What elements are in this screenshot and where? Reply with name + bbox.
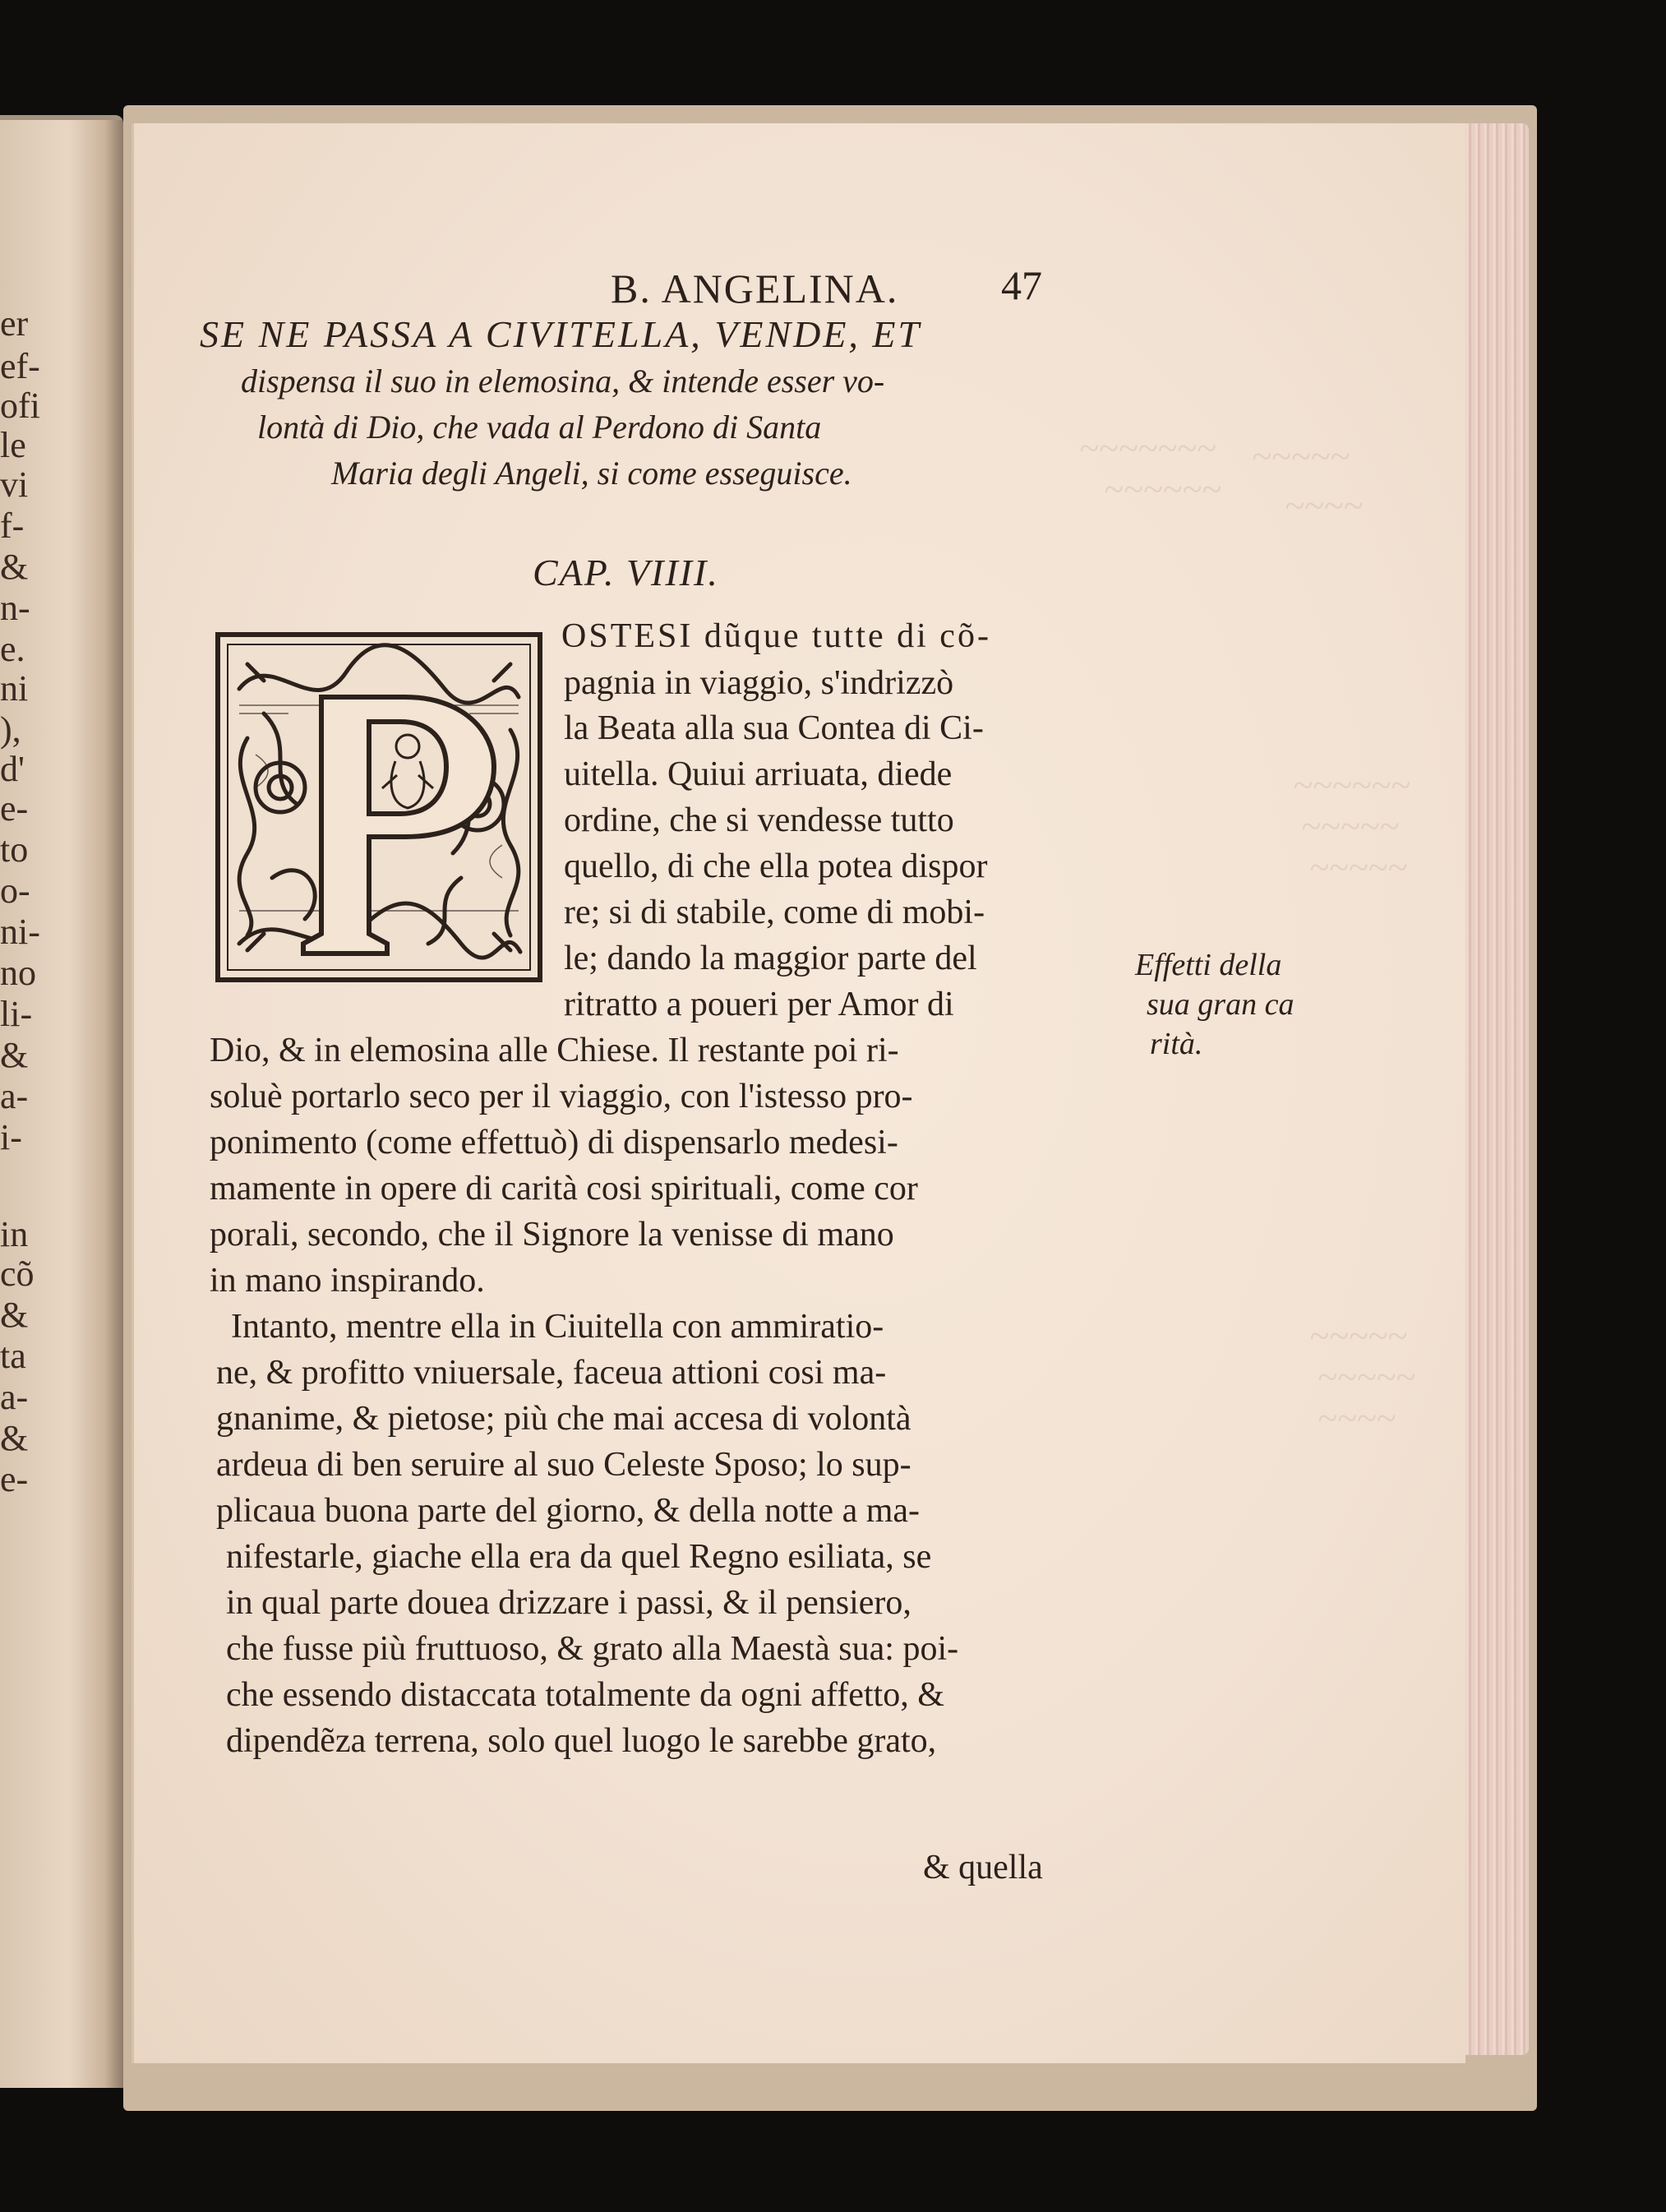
left-page-fragment-line: in: [0, 1214, 29, 1254]
left-page-fragment-line: to: [0, 829, 29, 870]
left-page-fragment-line: &: [0, 1418, 29, 1458]
body-line: re; si di stabile, come di mobi-: [564, 894, 985, 931]
body-line: ritratto a poueri per Amor di: [564, 986, 954, 1023]
left-page-fragment-line: ),: [0, 709, 21, 750]
body-line: uitella. Quiui arriuata, diede: [564, 755, 953, 793]
left-page-fragment-line: er: [0, 303, 29, 344]
chapter-title-line: SE NE PASSA A CIVITELLA, VENDE, ET: [200, 313, 922, 355]
marginal-note-line: Effetti della: [1135, 948, 1282, 982]
left-page-fragment-line: &: [0, 547, 29, 587]
chapter-title-line: Maria degli Angeli, si come esseguisce.: [331, 455, 852, 492]
show-through-texture: ~~~~~: [1309, 847, 1408, 888]
body-line: le; dando la maggior parte del: [564, 940, 977, 977]
left-page-fragment-line: e-: [0, 788, 29, 829]
catchword: & quella: [923, 1849, 1043, 1886]
left-page-fragment-line: d': [0, 749, 25, 789]
woodcut-initial-icon: [215, 631, 543, 983]
show-through-texture: ~~~~~: [1301, 806, 1400, 847]
left-page-fragment-line: a-: [0, 1076, 29, 1116]
show-through-texture: ~~~~~~~: [1079, 428, 1216, 469]
body-line: in mano inspirando.: [210, 1262, 485, 1300]
left-page-fragment-line: i-: [0, 1117, 22, 1157]
left-page-fragment-line: e-: [0, 1459, 29, 1499]
show-through-texture: ~~~~~: [1309, 1316, 1408, 1356]
show-through-texture: ~~~~~: [1252, 436, 1350, 477]
body-line: soluè portarlo seco per il viaggio, con l'istesso pro-: [210, 1078, 913, 1115]
page-edges: [1455, 123, 1529, 2055]
body-first-line: OSTESI dũque tutte di cõ-: [561, 617, 991, 655]
body-line: la Beata alla sua Contea di Ci-: [564, 709, 984, 747]
left-page-fragment-line: vi: [0, 464, 29, 505]
body-line: quello, di che ella potea dispor: [564, 847, 988, 885]
left-page-fragment-line: ofi: [0, 386, 40, 426]
body-line: Dio, & in elemosina alle Chiese. Il restante poi ri-: [210, 1032, 899, 1069]
left-page-fragment-line: li-: [0, 994, 33, 1034]
body-line: che essendo distaccata totalmente da ogni affetto, &: [226, 1676, 944, 1714]
marginal-note-line: rità.: [1150, 1027, 1203, 1061]
body-line: dipendẽza terrena, solo quel luogo le sarebbe grato,: [226, 1722, 937, 1760]
left-page-fragment-line: &: [0, 1295, 29, 1335]
show-through-texture: ~~~~: [1318, 1398, 1396, 1438]
body-line: ordine, che si vendesse tutto: [564, 801, 954, 839]
show-through-texture: ~~~~~~: [1104, 469, 1221, 510]
body-line: porali, secondo, che il Signore la venisse di mano: [210, 1216, 894, 1254]
chapter-title-line: lontà di Dio, che vada al Perdono di Santa: [257, 409, 822, 446]
body-line: gnanime, & pietose; più che mai accesa di volontà: [216, 1400, 911, 1438]
body-line: plicaua buona parte del giorno, & della notte a ma-: [216, 1492, 921, 1530]
show-through-texture: ~~~~~~: [1293, 765, 1410, 806]
body-line: mamente in opere di carità cosi spirituali, come cor: [210, 1170, 918, 1208]
chapter-title-line: dispensa il suo in elemosina, & intende esser vo-: [241, 363, 885, 399]
left-page-fragment-line: no: [0, 953, 36, 993]
chapter-number: CAP. VIIII.: [533, 552, 719, 593]
body-line: che fusse più fruttuoso, & grato alla Maestà sua: poi-: [226, 1630, 959, 1668]
left-page-fragment-line: e.: [0, 629, 25, 669]
left-page-fragment-line: ef-: [0, 346, 40, 386]
body-line: nifestarle, giache ella era da quel Regno esiliata, se: [226, 1538, 932, 1576]
left-page-fragment-line: &: [0, 1035, 29, 1075]
body-line: ardeua di ben seruire al suo Celeste Sposo; lo sup-: [216, 1446, 911, 1484]
show-through-texture: ~~~~: [1285, 486, 1364, 526]
right-page: [132, 123, 1465, 2063]
decorated-initial: [215, 631, 543, 983]
left-page-fragment-line: n-: [0, 588, 30, 628]
running-head: B. ANGELINA.: [611, 266, 899, 312]
show-through-texture: ~~~~~: [1318, 1357, 1416, 1397]
body-line: pagnia in viaggio, s'indrizzò: [564, 664, 954, 702]
left-page-fragment-line: ta: [0, 1336, 26, 1376]
left-page-top-edge: [0, 115, 123, 120]
left-page-fragment-line: f-: [0, 506, 25, 546]
body-line: ne, & profitto vniuersale, faceua attioni cosi ma-: [216, 1354, 887, 1392]
body-line: ponimento (come effettuò) di dispensarlo medesi-: [210, 1124, 898, 1161]
left-page-fragment-line: le: [0, 425, 26, 465]
left-page-fragment-line: o-: [0, 870, 30, 911]
body-line: Intanto, mentre ella in Ciuitella con ammiratio-: [231, 1308, 884, 1346]
marginal-note-line: sua gran ca: [1147, 987, 1294, 1022]
body-line: in qual parte douea drizzare i passi, & il pensiero,: [226, 1584, 911, 1622]
left-page-fragment-line: ni: [0, 668, 29, 709]
left-page-fragment-line: ni-: [0, 912, 40, 952]
page-number: 47: [1001, 262, 1042, 308]
left-page-fragment-line: a-: [0, 1377, 29, 1417]
left-page-fragment-line: cõ: [0, 1254, 35, 1294]
left-page-fragment: [0, 115, 123, 2088]
